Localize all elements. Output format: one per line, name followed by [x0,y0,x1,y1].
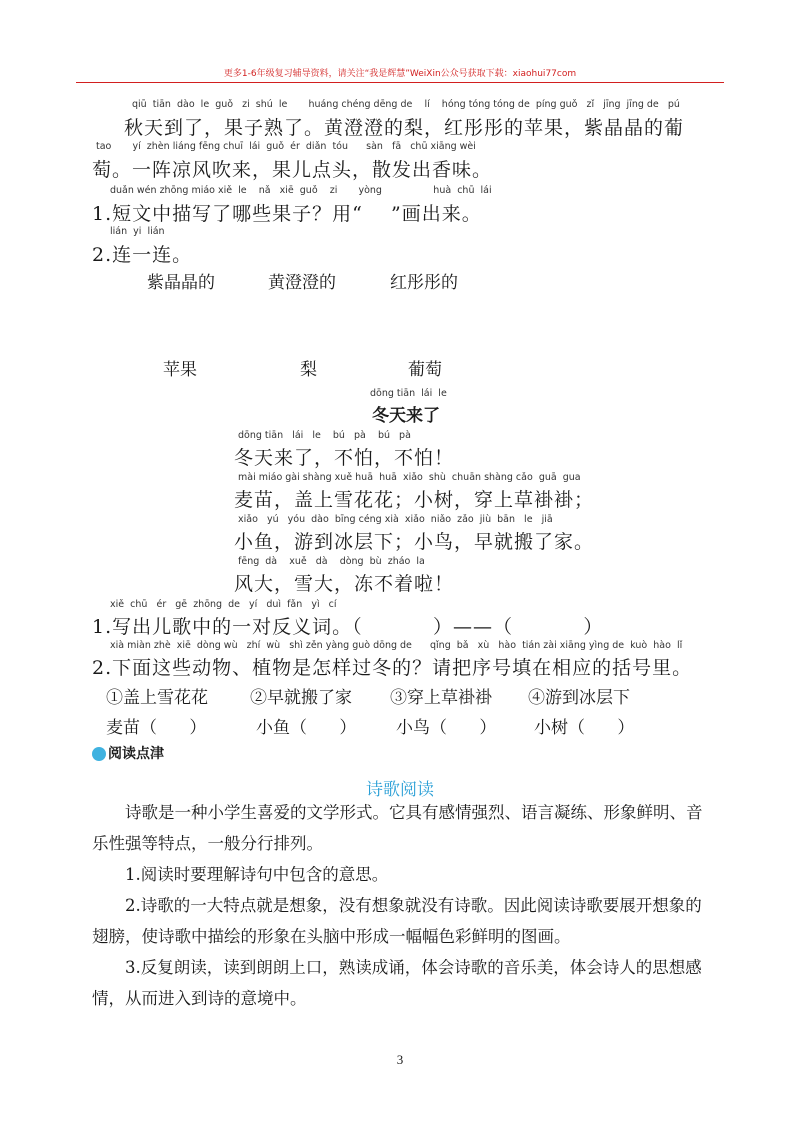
question2-pinyin: lián yi lián [110,226,165,237]
page-number: 3 [396,1052,404,1067]
option-2: ②早就搬了家 [250,688,352,708]
poem-line1: 冬天来了，不怕，不怕！ [234,447,455,469]
poem-line3-pinyin: xiǎo yú yóu dào bīng céng xià xiǎo niǎo zǎo jiù bān le jiā [238,514,553,525]
match-top-2: 黄澄澄的 [268,273,336,293]
match-bottom-3: 葡萄 [408,360,442,380]
option-1: ①盖上雪花花 [106,688,208,708]
passage-line1: 秋天到了，果子熟了。黄澄澄的梨，红彤彤的苹果，紫晶晶的葡 [124,117,685,139]
poem-title-pinyin: dōng tiān lái le [370,388,447,399]
poem-line1-pinyin: dōng tiān lái le bú pà bú pà [238,430,411,441]
question2: 2.连一连。 [92,244,193,266]
tips-paragraph-4: 3.反复朗读，读到朗朗上口，熟读成诵，体会诗歌的音乐美，体会诗人的思想感情，从而进入到诗的意境中。 [92,958,702,1008]
header-note: 更多1-6年级复习辅导资料，请关注“我是辉慧”WeiXin公众号获取下载：xiaohui77com [223,69,577,79]
blank-xiaoyu: 小鱼（ ） [256,718,357,738]
match-bottom-1: 苹果 [163,360,197,380]
lightbulb-icon [92,747,106,761]
tips-label: 阅读点津 [108,746,164,762]
poem-title: 冬天来了 [372,406,440,426]
question1-pinyin: duǎn wén zhōng miáo xiě le nǎ xiē guǒ zi yòng huà chū lái [110,185,492,196]
poem-line3: 小鱼，游到冰层下；小鸟，早就搬了家。 [234,531,595,553]
option-4: ④游到冰层下 [528,688,630,708]
match-top-3: 红彤彤的 [390,273,458,293]
passage-line2-pinyin: tao yí zhèn liáng fēng chuī lái guǒ ér diǎn tóu sàn fā chū xiāng wèi [96,141,476,152]
question4: 2.下面这些动物、植物是怎样过冬的？请把序号填在相应的括号里。 [92,657,693,679]
blank-xiaoshu: 小树（ ） [534,718,635,738]
match-top-1: 紫晶晶的 [147,273,215,293]
poem-line2: 麦苗，盖上雪花花；小树，穿上草褂褂； [234,489,595,511]
tips-paragraph-3: 2.诗歌的一大特点就是想象，没有想象就没有诗歌。因此阅读诗歌要展开想象的翅膀，使诗歌中描绘的形象在头脑中形成一幅幅色彩鲜明的图画。 [92,896,702,946]
poem-line2-pinyin: mài miáo gài shàng xuě huā huā xiǎo shù chuān shàng cǎo guā gua [238,472,581,483]
section-title: 诗歌阅读 [366,780,434,800]
poem-line4: 风大，雪大，冻不着啦！ [234,573,455,595]
passage-line2: 萄。一阵凉风吹来，果儿点头，散发出香味。 [92,159,493,181]
question1: 1.短文中描写了哪些果子？用“ ”画出来。 [92,203,482,225]
passage-line1-pinyin: qiū tiān dào le guǒ zi shú le huáng chéng dēng de lí hóng tóng tóng de píng guǒ zǐ jīng jīng de pú [132,99,680,110]
tips-paragraph-1: 诗歌是一种小学生喜爱的文学形式。它具有感情强烈、语言凝练、形象鲜明、音乐性强等特点，一般分行排列。 [92,803,703,853]
option-3: ③穿上草褂褂 [390,688,492,708]
question3-pinyin: xiě chū ér gē zhōng de yí duì fǎn yì cí [110,599,337,610]
poem-line4-pinyin: fēng dà xuě dà dòng bù zháo la [238,556,425,567]
question3: 1.写出儿歌中的一对反义词。（ ）——（ ） [92,616,604,638]
blank-xiaoniao: 小鸟（ ） [396,718,497,738]
blank-maimiao: 麦苗（ ） [106,718,207,738]
header-divider [76,82,724,83]
tips-paragraph-2: 1.阅读时要理解诗句中包含的意思。 [125,865,389,884]
match-bottom-2: 梨 [300,360,317,380]
question4-pinyin: xià miàn zhè xiē dòng wù zhí wù shì zěn yàng guò dōng de qǐng bǎ xù hào tián zài xiāng yìng de kuò hào lǐ [110,640,683,651]
